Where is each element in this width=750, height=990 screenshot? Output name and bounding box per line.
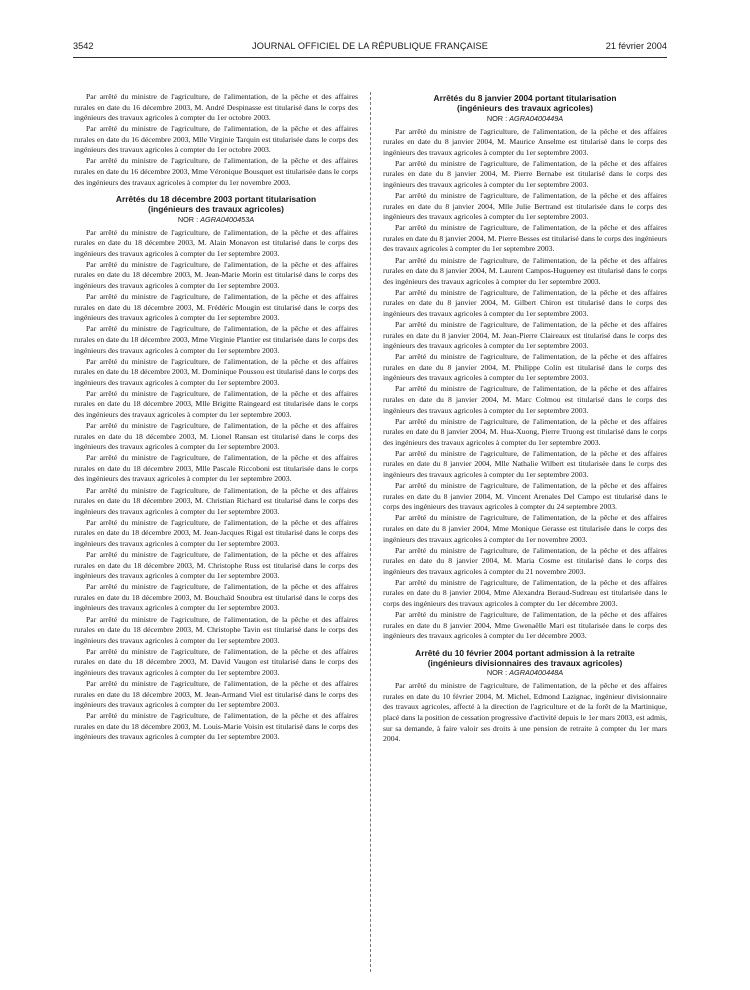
paragraph: Par arrêté du ministre de l'agriculture, de l'alimentation, de la pêche et des affaires rurales en date du 8 janvier 2004, M. Pierre Bernabe est titularisé dans le corps des ingénieurs des travaux agricoles à compter du 1er septembre 2003. <box>383 158 667 189</box>
paragraph: Par arrêté du ministre de l'agriculture, de l'alimentation, de la pêche et des affaires rurales en date du 8 janvier 2004, Mme Monique Gerasse est titularisée dans le corps des ingénieurs des travaux agricoles à compter du 1er novembre 2003. <box>383 513 667 544</box>
paragraph: Par arrêté du ministre de l'agriculture, de l'alimentation, de la pêche et des affaires rurales en date du 18 décembre 2003, M. Alain Monavon est titularisé dans le corps des ingénieurs des travaux agricoles à compter du 1er septembre 2003. <box>74 227 358 258</box>
paragraph: Par arrêté du ministre de l'agriculture, de l'alimentation, de la pêche et des affaires rurales en date du 8 janvier 2004, M. Marc Colmou est titularisé dans le corps des ingénieurs des travaux agricoles à compter du 1er septembre 2003. <box>383 384 667 415</box>
paragraph: Par arrêté du ministre de l'agriculture, de l'alimentation, de la pêche et des affaires rurales en date du 8 janvier 2004, M. Maurice Anselme est titularisé dans le corps des ingénieurs des travaux agricoles à compter du 1er septembre 2003. <box>383 126 667 157</box>
paragraph: Par arrêté du ministre de l'agriculture, de l'alimentation, de la pêche et des affaires rurales en date du 18 décembre 2003, M. Dominique Poussou est titularisé dans le corps des ingénieurs des travaux agricoles à compter du 1er septembre 2003. <box>74 356 358 387</box>
paragraph: Par arrêté du ministre de l'agriculture, de l'alimentation, de la pêche et des affaires rurales en date du 18 décembre 2003, M. Bouchaïd Snoubra est titularisé dans le corps des ingénieurs des travaux agricoles à compter du 1er septembre 2003. <box>74 582 358 613</box>
header-rule <box>73 57 667 58</box>
section-10-fevrier <box>383 649 667 745</box>
nor-code: AGRA0400449A <box>509 113 564 123</box>
paragraph: Par arrêté du ministre de l'agriculture, de l'alimentation, de la pêche et des affaires rurales en date du 16 décembre 2003, M. André Despinasse est titularisé dans le corps des ingénieurs des travaux agricoles à compter du 1er octobre 2003. <box>74 92 358 123</box>
paragraph: Par arrêté du ministre de l'agriculture, de l'alimentation, de la pêche et des affaires rurales en date du 18 décembre 2003, M. Jean-Armand Viel est titularisé dans le corps des ingénieurs des travaux agricoles à compter du 1er septembre 2003. <box>74 678 358 710</box>
paragraph: Par arrêté du ministre de l'agriculture, de l'alimentation, de la pêche et des affaires rurales en date du 8 janvier 2004, M. Philippe Colin est titularisé dans le corps des ingénieurs des travaux agricoles à compter du 1er septembre 2003. <box>383 352 667 383</box>
section-title-line1: Arrêtés du 18 décembre 2003 portant titularisation <box>115 194 317 205</box>
paragraph: Par arrêté du ministre de l'agriculture, de l'alimentation, de la pêche et des affaires rurales en date du 8 janvier 2004, Mlle Julie Bertrand est titularisée dans le corps des ingénieurs des travaux agricoles à compter du 1er septembre 2003. <box>383 191 667 222</box>
paragraph: Par arrêté du ministre de l'agriculture, de l'alimentation, de la pêche et des affaires rurales en date du 18 décembre 2003, M. Christophe Russ est titularisé dans le corps des ingénieurs des travaux agricoles à compter du 1er septembre 2003. <box>74 550 358 581</box>
intro-paragraphs <box>74 92 358 188</box>
section-title-line1: Arrêté du 10 février 2004 portant admission à la retraite <box>415 647 635 658</box>
paragraph: Par arrêté du ministre de l'agriculture, de l'alimentation, de la pêche et des affaires rurales en date du 18 décembre 2003, M. Louis-Marie Voisin est titularisé dans le corps des ingénieurs des travaux agricoles à compter du 1er septembre 2003. <box>74 711 358 742</box>
section-title <box>383 649 667 669</box>
section-title <box>74 195 358 215</box>
paragraph: Par arrêté du ministre de l'agriculture, de l'alimentation, de la pêche et des affaires rurales en date du 8 janvier 2004, Mme Alexandra Beraud-Sudreau est titularisée dans le corps des ingénieurs des travaux agricoles à compter du 1er décembre 2003. <box>383 577 667 608</box>
nor-label: NOR : <box>177 214 199 224</box>
journal-title: JOURNAL OFFICIEL DE LA RÉPUBLIQUE FRANÇAISE <box>252 41 488 51</box>
section-title-line2: (ingénieurs des travaux agricoles) <box>148 203 284 214</box>
paragraph: Par arrêté du ministre de l'agriculture, de l'alimentation, de la pêche et des affaires rurales en date du 18 décembre 2003, M. Frédéric Mougin est titularisé dans le corps des ingénieurs des travaux agricoles à compter du 1er septembre 2003. <box>74 292 358 323</box>
paragraph: Par arrêté du ministre de l'agriculture, de l'alimentation, de la pêche et des affaires rurales en date du 16 décembre 2003, Mlle Virginie Tarquin est titularisée dans le corps des ingénieurs des travaux agricoles à compter du 1er octobre 2003. <box>74 124 358 155</box>
paragraph: Par arrêté du ministre de l'agriculture, de l'alimentation, de la pêche et des affaires rurales en date du 8 janvier 2004, M. Gilbert Chiron est titularisé dans le corps des ingénieurs des travaux agricoles à compter du 1er septembre 2003. <box>383 287 667 318</box>
page-header <box>73 41 667 55</box>
paragraph: Par arrêté du ministre de l'agriculture, de l'alimentation, de la pêche et des affaires rurales en date du 18 décembre 2003, M. Lionel Ransan est titularisé dans le corps des ingénieurs des travaux agricoles à compter du 1er septembre 2003. <box>74 421 358 452</box>
left-column <box>74 92 358 743</box>
paragraph: Par arrêté du ministre de l'agriculture, de l'alimentation, de la pêche et des affaires rurales en date du 8 janvier 2004, M. Laurent Campos-Hugueney est titularisé dans le corps des ingénieurs des travaux agricoles à compter du 1er septembre 2003. <box>383 255 667 286</box>
paragraph: Par arrêté du ministre de l'agriculture, de l'alimentation, de la pêche et des affaires rurales en date du 8 janvier 2004, M. Maria Cosme est titularisé dans le corps des ingénieurs des travaux agricoles à compter du 21 novembre 2003. <box>383 545 667 576</box>
section-8-janvier <box>383 94 667 642</box>
paragraph: Par arrêté du ministre de l'agriculture, de l'alimentation, de la pêche et des affaires rurales en date du 18 décembre 2003, Mlle Brigitte Raingeard est titularisée dans le corps des ingénieurs des travaux agricoles à compter du 1er septembre 2003. <box>74 388 358 419</box>
paragraph: Par arrêté du ministre de l'agriculture, de l'alimentation, de la pêche et des affaires rurales en date du 8 janvier 2004, M. Vincent Arenales Del Campo est titularisé dans le corps des ingénieurs des travaux agricoles à compter du 24 septembre 2003. <box>383 481 667 512</box>
nor-code: AGRA0400448A <box>509 668 564 678</box>
paragraph: Par arrêté du ministre de l'agriculture, de l'alimentation, de la pêche et des affaires rurales en date du 8 janvier 2004, M. Hua-Xuong, Pierre Truong est titularisé dans le corps des ingénieurs des travaux agricoles à compter du 1er septembre 2003. <box>383 416 667 447</box>
section-title-line2: (ingénieurs des travaux agricoles) <box>457 102 593 113</box>
paragraph: Par arrêté du ministre de l'agriculture, de l'alimentation, de la pêche et des affaires rurales en date du 18 décembre 2003, Mlle Pascale Riccoboni est titularisée dans le corps des ingénieurs des travaux agricoles à compter du 1er septembre 2003. <box>74 453 358 484</box>
paragraph: Par arrêté du ministre de l'agriculture, de l'alimentation, de la pêche et des affaires rurales en date du 18 décembre 2003, M. David Vaugon est titularisé dans le corps des ingénieurs des travaux agricoles à compter du 1er septembre 2003. <box>74 646 358 677</box>
page-number: 3542 <box>73 41 94 51</box>
nor-reference <box>383 668 667 678</box>
nor-code: AGRA0400453A <box>200 214 255 224</box>
nor-label: NOR : <box>486 668 508 678</box>
column-separator <box>370 92 371 972</box>
paragraph: Par arrêté du ministre de l'agriculture, de l'alimentation, de la pêche et des affaires rurales en date du 18 décembre 2003, M. Jean-Jacques Rigal est titularisé dans le corps des ingénieurs des travaux agricoles à compter du 1er septembre 2003. <box>74 517 358 548</box>
nor-label: NOR : <box>486 113 508 123</box>
paragraph: Par arrêté du ministre de l'agriculture, de l'alimentation, de la pêche et des affaires rurales en date du 8 janvier 2004, Mme Gwenaëlle Mari est titularisée dans le corps des ingénieurs des travaux agricoles à compter du 1er décembre 2003. <box>383 610 667 641</box>
right-column <box>383 92 667 745</box>
paragraph: Par arrêté du ministre de l'agriculture, de l'alimentation, de la pêche et des affaires rurales en date du 18 décembre 2003, M. Christophe Tavin est titularisé dans le corps des ingénieurs des travaux agricoles à compter du 1er septembre 2003. <box>74 614 358 645</box>
nor-reference <box>74 215 358 225</box>
paragraph: Par arrêté du ministre de l'agriculture, de l'alimentation, de la pêche et des affaires rurales en date du 18 décembre 2003, M. Jean-Marie Morin est titularisé dans le corps des ingénieurs des travaux agricoles à compter du 1er septembre 2003. <box>74 259 358 291</box>
nor-reference <box>383 114 667 124</box>
paragraph: Par arrêté du ministre de l'agriculture, de l'alimentation, de la pêche et des affaires rurales en date du 8 janvier 2004, M. Pierre Besses est titularisé dans le corps des ingénieurs des travaux agricoles à compter du 1er septembre 2003. <box>383 223 667 254</box>
paragraph: Par arrêté du ministre de l'agriculture, de l'alimentation, de la pêche et des affaires rurales en date du 18 décembre 2003, Mme Virginie Plantier est titularisée dans le corps des ingénieurs des travaux agricoles à compter du 1er septembre 2003. <box>74 324 358 355</box>
section-title <box>383 94 667 114</box>
publication-date: 21 février 2004 <box>605 41 667 51</box>
paragraph: Par arrêté du ministre de l'agriculture, de l'alimentation, de la pêche et des affaires rurales en date du 8 janvier 2004, Mlle Nathalie Wilbert est titularisée dans le corps des ingénieurs des travaux agricoles à compter du 1er septembre 2003. <box>383 448 667 480</box>
paragraph: Par arrêté du ministre de l'agriculture, de l'alimentation, de la pêche et des affaires rurales en date du 18 décembre 2003, M. Christian Richard est titularisé dans le corps des ingénieurs des travaux agricoles à compter du 1er septembre 2003. <box>74 485 358 516</box>
section-18-decembre <box>74 195 358 743</box>
section-title-line2: (ingénieurs divisionnaires des travaux agricoles) <box>427 657 623 668</box>
paragraph: Par arrêté du ministre de l'agriculture, de l'alimentation, de la pêche et des affaires rurales en date du 16 décembre 2003, Mme Véronique Bousquet est titularisée dans le corps des ingénieurs des travaux agricoles à compter du 1er novembre 2003. <box>74 156 358 187</box>
paragraph: Par arrêté du ministre de l'agriculture, de l'alimentation, de la pêche et des affaires rurales en date du 10 février 2004, M. Michel, Edmond Lazignac, ingénieur divisionnaire des travaux agricoles, affecté à la direction de l'agriculture et de la forêt de la Martinique, placé dans la position de cessation progressive d'activité depuis le 1er mars 2003, est admis, sur sa demande, à faire valoir ses droits à une pension de retraite à compter du 1er mars 2004. <box>383 681 667 744</box>
section-title-line1: Arrêtés du 8 janvier 2004 portant titularisation <box>433 93 617 103</box>
paragraph: Par arrêté du ministre de l'agriculture, de l'alimentation, de la pêche et des affaires rurales en date du 8 janvier 2004, M. Jean-Pierre Claireaux est titularisé dans le corps des ingénieurs des travaux agricoles à compter du 1er septembre 2003. <box>383 320 667 351</box>
